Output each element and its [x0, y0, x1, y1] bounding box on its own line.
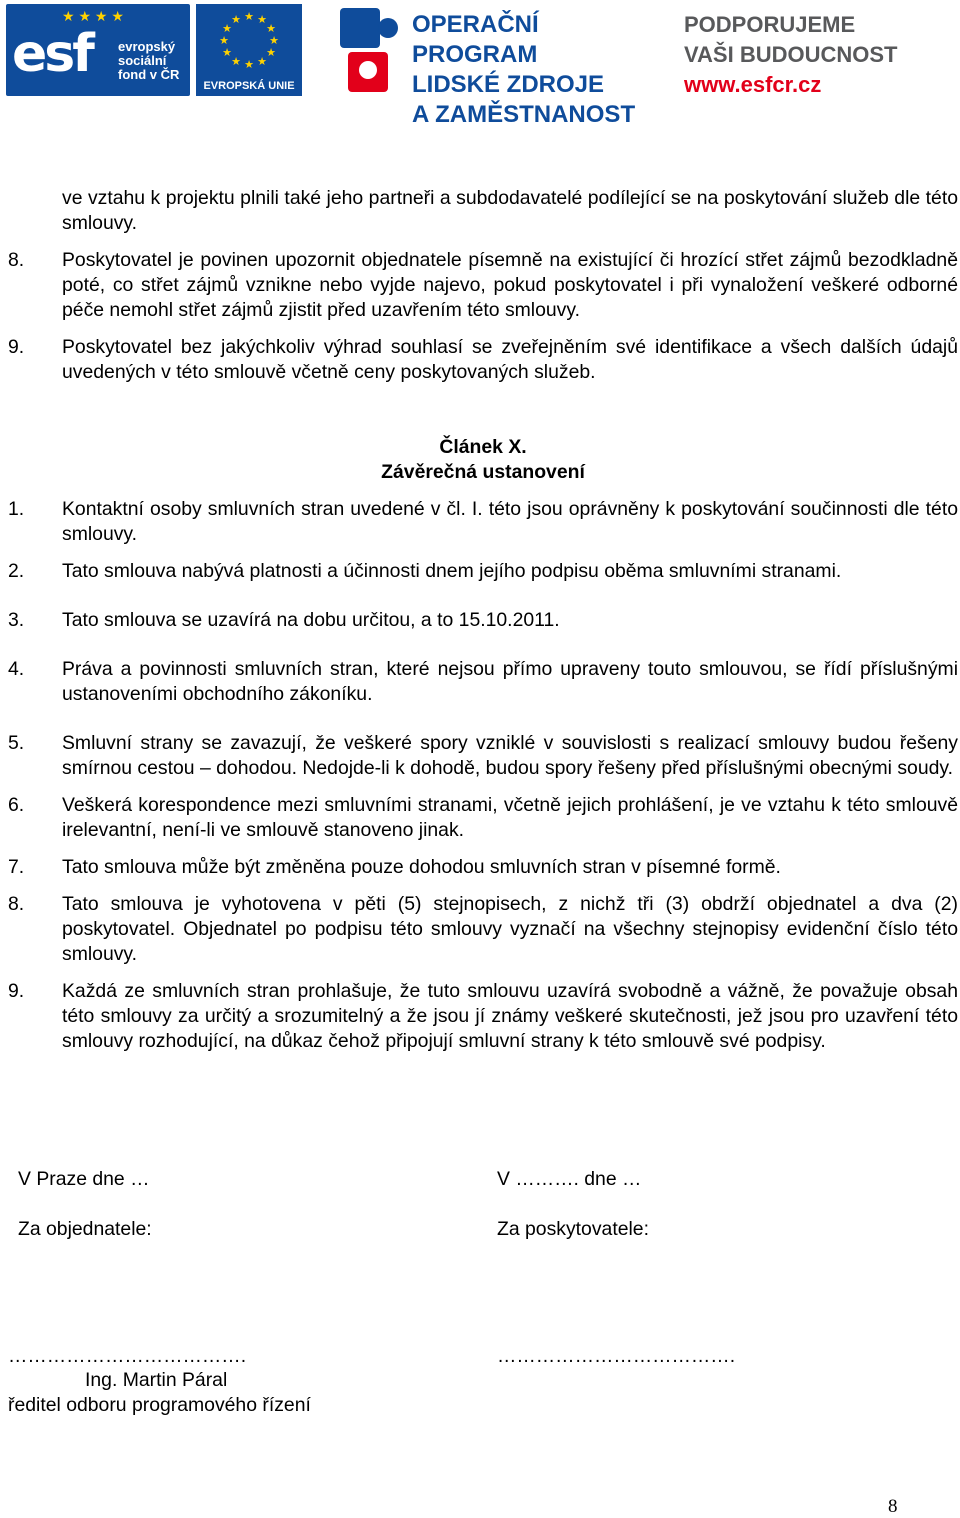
signature-line-left: ……………………………….	[8, 1345, 247, 1367]
clause-text: Každá ze smluvních stran prohlašuje, že tuto smlouvu uzavírá svobodně a vážně, že považuje obsah této smlouvy za určitý a srozumitelný a že jsou jí známy veškeré skutečnosti, jež jsou pro uzavření této smlouvy rozhodující, na důkaz čehož připojují smluvní strany k této smlouvě své podpisy.	[62, 980, 958, 1052]
contract-body	[8, 186, 958, 1054]
prev-clause-8	[8, 248, 958, 323]
op-line-1: OPERAČNÍ PROGRAM	[412, 11, 539, 68]
clause-text: Poskytovatel je povinen upozornit objednatele písemně na existující či hrozící střet zájmů bezodkladně poté, co střet zájmů vznikne nebo vyjde najevo, pokud poskytovatel i při vynaložení veškeré odborné péče nemohl střet zájmů zjistit před uzavřením této smlouvy.	[62, 249, 958, 321]
signature-party-left: Za objednatele:	[18, 1218, 152, 1240]
clause-number: 3.	[8, 609, 25, 631]
clause-number: 8.	[8, 249, 25, 271]
clause-text: Smluvní strany se zavazují, že veškeré spory vzniklé v souvislosti s realizací smlouvy budou řešeny smírnou cestou – dohodou. Nedojde-li k dohodě, budou spory řešeny před příslušnými obecnými soudy.	[62, 732, 958, 779]
clause-1	[8, 497, 958, 547]
clause-number: 4.	[8, 658, 25, 680]
svg-text:★: ★	[266, 46, 276, 59]
svg-text:★: ★	[222, 46, 232, 59]
esf-caption: evropský sociální fond v ČR	[118, 39, 180, 82]
continuation-paragraph: ve vztahu k projektu plnili také jeho partneři a subdodavatelé podílející se na poskytování služeb dle této smlouvy.	[62, 187, 958, 234]
esf-letters: esf	[12, 24, 92, 84]
clause-text: Kontaktní osoby smluvních stran uvedené v čl. I. této jsou oprávněny k poskytování součinnosti dle této smlouvy.	[62, 498, 958, 545]
clause-text: Tato smlouva je vyhotovena v pěti (5) stejnopisech, z nichž tři (3) obdrží objednatel a dva (2) poskytovatel. Objednatel po podpisu této smlouvy vyznačí na všechny stejnopisy evidenční číslo této smlouvy.	[62, 893, 958, 965]
signatory-name: Ing. Martin Páral	[85, 1369, 228, 1391]
support-line-2: VAŠI BUDOUCNOST	[684, 42, 898, 67]
clause-6	[8, 793, 958, 843]
svg-text:★: ★	[269, 34, 279, 47]
clause-4	[8, 657, 958, 707]
signature-place-right: V ………. dne …	[497, 1168, 642, 1190]
clause-5	[8, 731, 958, 781]
star-arc-icon: ★ ★ ★ ★	[62, 8, 124, 24]
clause-text: Tato smlouva může být změněna pouze dohodou smluvních stran v písemné formě.	[62, 856, 781, 878]
svg-text:★: ★	[219, 34, 229, 47]
eu-caption: EVROPSKÁ UNIE	[203, 80, 295, 92]
logo-bar	[0, 0, 960, 128]
svg-text:★: ★	[244, 58, 254, 71]
clause-2	[8, 559, 958, 584]
esf-logo	[6, 4, 190, 96]
prev-clause-9	[8, 335, 958, 385]
signature-line-right: ……………………………….	[497, 1345, 736, 1367]
eu-flag-icon	[196, 4, 302, 76]
clause-8	[8, 892, 958, 967]
clause-number: 7.	[8, 856, 25, 878]
support-line-1: PODPORUJEME	[684, 12, 856, 37]
svg-text:★: ★	[266, 22, 276, 35]
op-figure-icon	[338, 4, 402, 96]
clause-7	[8, 855, 958, 880]
svg-text:★: ★	[244, 10, 254, 23]
clause-9	[8, 979, 958, 1054]
clause-text: Tato smlouva nabývá platnosti a účinnosti dnem jejího podpisu oběma smluvními stranami.	[62, 560, 842, 582]
support-slogan	[684, 10, 904, 100]
svg-text:★: ★	[257, 13, 267, 26]
clause-number: 9.	[8, 336, 25, 358]
eu-logo	[196, 4, 302, 96]
svg-text:★: ★	[231, 13, 241, 26]
svg-text:★: ★	[231, 55, 241, 68]
signature-place-left: V Praze dne …	[18, 1168, 150, 1190]
clause-number: 2.	[8, 560, 25, 582]
clause-number: 6.	[8, 794, 25, 816]
article-title: Článek X.	[439, 436, 527, 458]
support-url: www.esfcr.cz	[684, 72, 822, 97]
page-number: 8	[888, 1496, 898, 1517]
op-line-3: A ZAMĚSTNANOST	[412, 101, 636, 128]
clause-text: Práva a povinnosti smluvních stran, které nejsou přímo upraveny touto smlouvou, se řídí příslušnými ustanoveními obchodního zákoníku.	[62, 658, 958, 705]
op-logo-text	[412, 10, 662, 130]
clause-text: Veškerá korespondence mezi smluvními stranami, včetně jejich prohlášení, je ve vztahu k této smlouvě irelevantní, není-li ve smlouvě stanoveno jinak.	[62, 794, 958, 841]
signature-party-right: Za poskytovatele:	[497, 1218, 649, 1240]
clause-text: Poskytovatel bez jakýchkoliv výhrad souhlasí se zveřejněním své identifikace a všech dalších údajů uvedených v této smlouvě včetně ceny poskytovaných služeb.	[62, 336, 958, 383]
clause-3	[8, 608, 958, 633]
signatory-role: ředitel odboru programového řízení	[8, 1394, 311, 1416]
article-subtitle: Závěrečná ustanovení	[381, 461, 585, 483]
clause-number: 1.	[8, 498, 25, 520]
svg-text:★: ★	[222, 22, 232, 35]
clause-number: 5.	[8, 732, 25, 754]
clause-number: 8.	[8, 893, 25, 915]
clause-text: Tato smlouva se uzavírá na dobu určitou, a to 15.10.2011.	[62, 609, 560, 631]
op-line-2: LIDSKÉ ZDROJE	[412, 71, 605, 98]
svg-text:★: ★	[257, 55, 267, 68]
clause-number: 9.	[8, 980, 25, 1002]
